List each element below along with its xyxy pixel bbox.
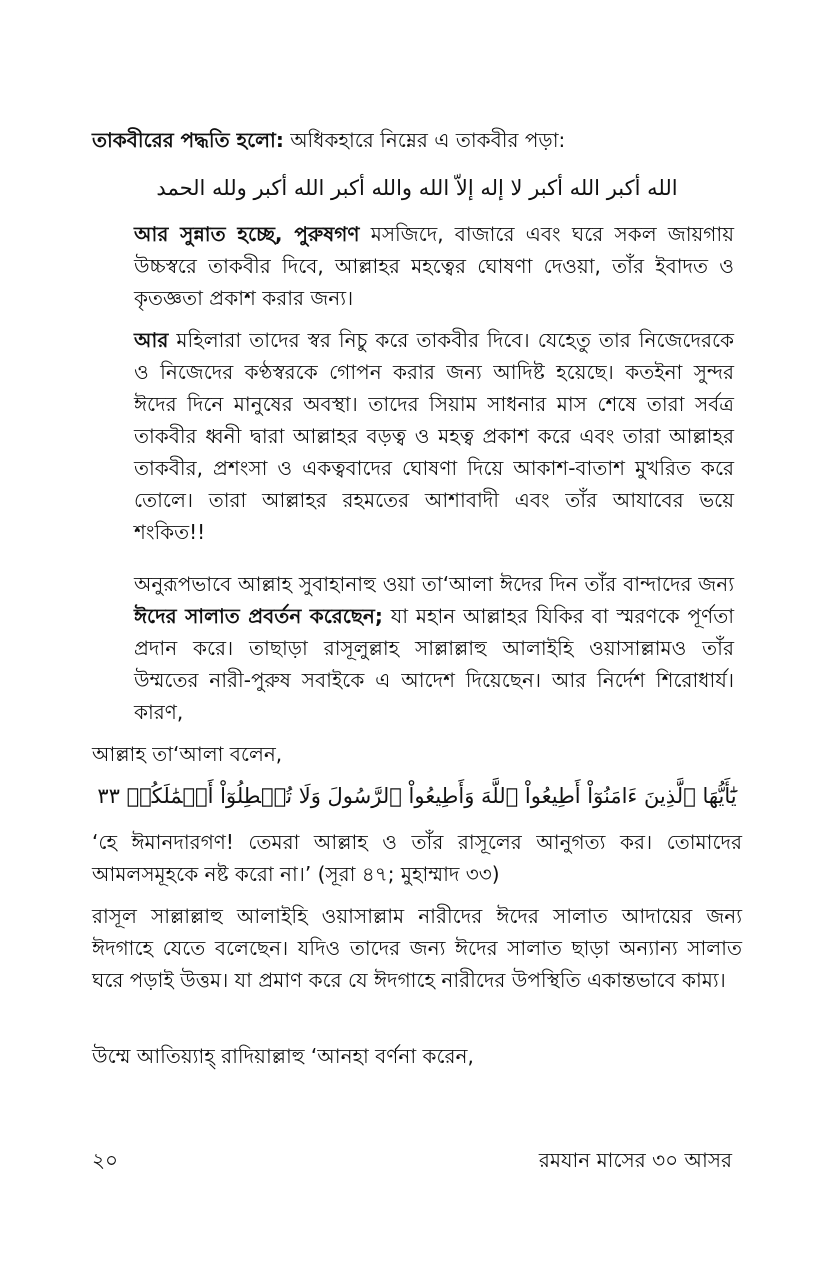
takbir-method-text: অধিকহারে নিম্নের এ তাকবীর পড়া: bbox=[283, 128, 566, 152]
page-number: ২০ bbox=[92, 1148, 119, 1172]
sunnah-men-text: মসজিদে, বাজারে এবং ঘরে সকল জায়গায় উচ্চস্বরে তাকবীর দিবে, আল্লাহর মহত্বের ঘোষণা দেওয়া, তাঁর ইবাদত ও কৃতজ্ঞতা প্রকাশ করার জন্য। bbox=[134, 222, 734, 310]
allah-says: আল্লাহ তা‘আলা বলেন, bbox=[92, 742, 283, 766]
women-takbir-text: মহিলারা তাদের স্বর নিচু করে তাকবীর দিবে। যেহেতু তার নিজেদেরকে ও নিজেদের কণ্ঠস্বরকে গোপন করার জন্য আদিষ্ট হয়েছে। কতইনা সুন্দর ঈদের দিনে মানুষের অবস্থা। তাদের সিয়াম সাধনার মাস শেষে তারা সর্বত্র তাকবীর ধ্বনী দ্বারা আল্লাহর বড়ত্ব ও মহত্ব প্রকাশ করে এবং তারা আল্লাহর তাকবীর, প্রশংসা ও একত্ববাদের ঘোষণা দিয়ে আকাশ-বাতাশ মুখরিত করে তোলে। তারা আল্লাহর রহমতের আশাবাদী এবং তাঁর আযাবের ভয়ে শংকিত!! bbox=[134, 328, 734, 544]
eid-salat-bold: ঈদের সালাত প্রবর্তন করেছেন; bbox=[134, 604, 383, 628]
women-takbir-heading: আর bbox=[134, 328, 169, 352]
eid-salat-text-2: যা মহান আল্লাহর যিকির বা স্মরণকে পূর্ণতা প্রদান করে। তাছাড়া রাসূলুল্লাহ সাল্লাল্লাহু আলাইহি ওয়াসাল্লামও তাঁর উম্মতের নারী-পুরুষ সবাইকে এ আদেশ দিয়েছেন। আর নির্দেশ শিরোধার্য। কারণ, bbox=[134, 604, 734, 724]
book-title: রমযান মাসের ৩০ আসর bbox=[538, 1148, 732, 1172]
arabic-takbir: الله أكبر الله أكبر لا إله إلاّ الله والله أكبر الله أكبر ولله الحمد bbox=[156, 176, 678, 200]
paragraph-takbir-method bbox=[92, 124, 742, 156]
arabic-ayah: يَٰٓأَيُّهَا ٱلَّذِينَ ءَامَنُوٓاْ أَطِيعُواْ ٱللَّهَ وَأَطِيعُواْ ٱلرَّسُولَ وَلَا تُبۡطِلُوٓاْ أَعۡمَٰلَكُمۡ ٣٣ bbox=[97, 784, 737, 808]
umm-atiyyah-narration: উম্মে আতিয়্যাহ্ রাদিয়াল্লাহু ‘আনহা বর্ণনা করেন, bbox=[92, 1044, 474, 1068]
paragraph-eid-salat bbox=[134, 568, 734, 728]
eid-salat-text-1: অনুরূপভাবে আল্লাহ সুবাহানাহু ওয়া তা‘আলা ঈদের দিন তাঁর বান্দাদের জন্য bbox=[134, 572, 734, 596]
sunnah-men-heading: আর সুন্নাত হচ্ছে, পুরুষগণ bbox=[134, 222, 360, 246]
takbir-method-heading: তাকবীরের পদ্ধতি হলো: bbox=[92, 128, 284, 152]
paragraph-women-takbir bbox=[134, 324, 734, 548]
paragraph-women-eidgah: রাসূল সাল্লাল্লাহু আলাইহি ওয়াসাল্লাম নারীদের ঈদের সালাত আদায়ের জন্য ঈদগাহে যেতে বলেছেন। যদিও তাদের জন্য ঈদের সালাত ছাড়া অন্যান্য সালাত ঘরে পড়াই উত্তম। যা প্রমাণ করে যে ঈদগাহে নারীদের উপস্থিতি একান্তভাবে কাম্য। bbox=[92, 904, 742, 992]
paragraph-translation: ‘হে ঈমানদারগণ! তেমরা আল্লাহ ও তাঁর রাসূলের আনুগত্য কর। তোমাদের আমলসমূহকে নষ্ট করো না।’ (সূরা ৪৭; মুহাম্মাদ ৩৩) bbox=[92, 830, 742, 886]
paragraph-sunnah-men bbox=[134, 218, 734, 314]
